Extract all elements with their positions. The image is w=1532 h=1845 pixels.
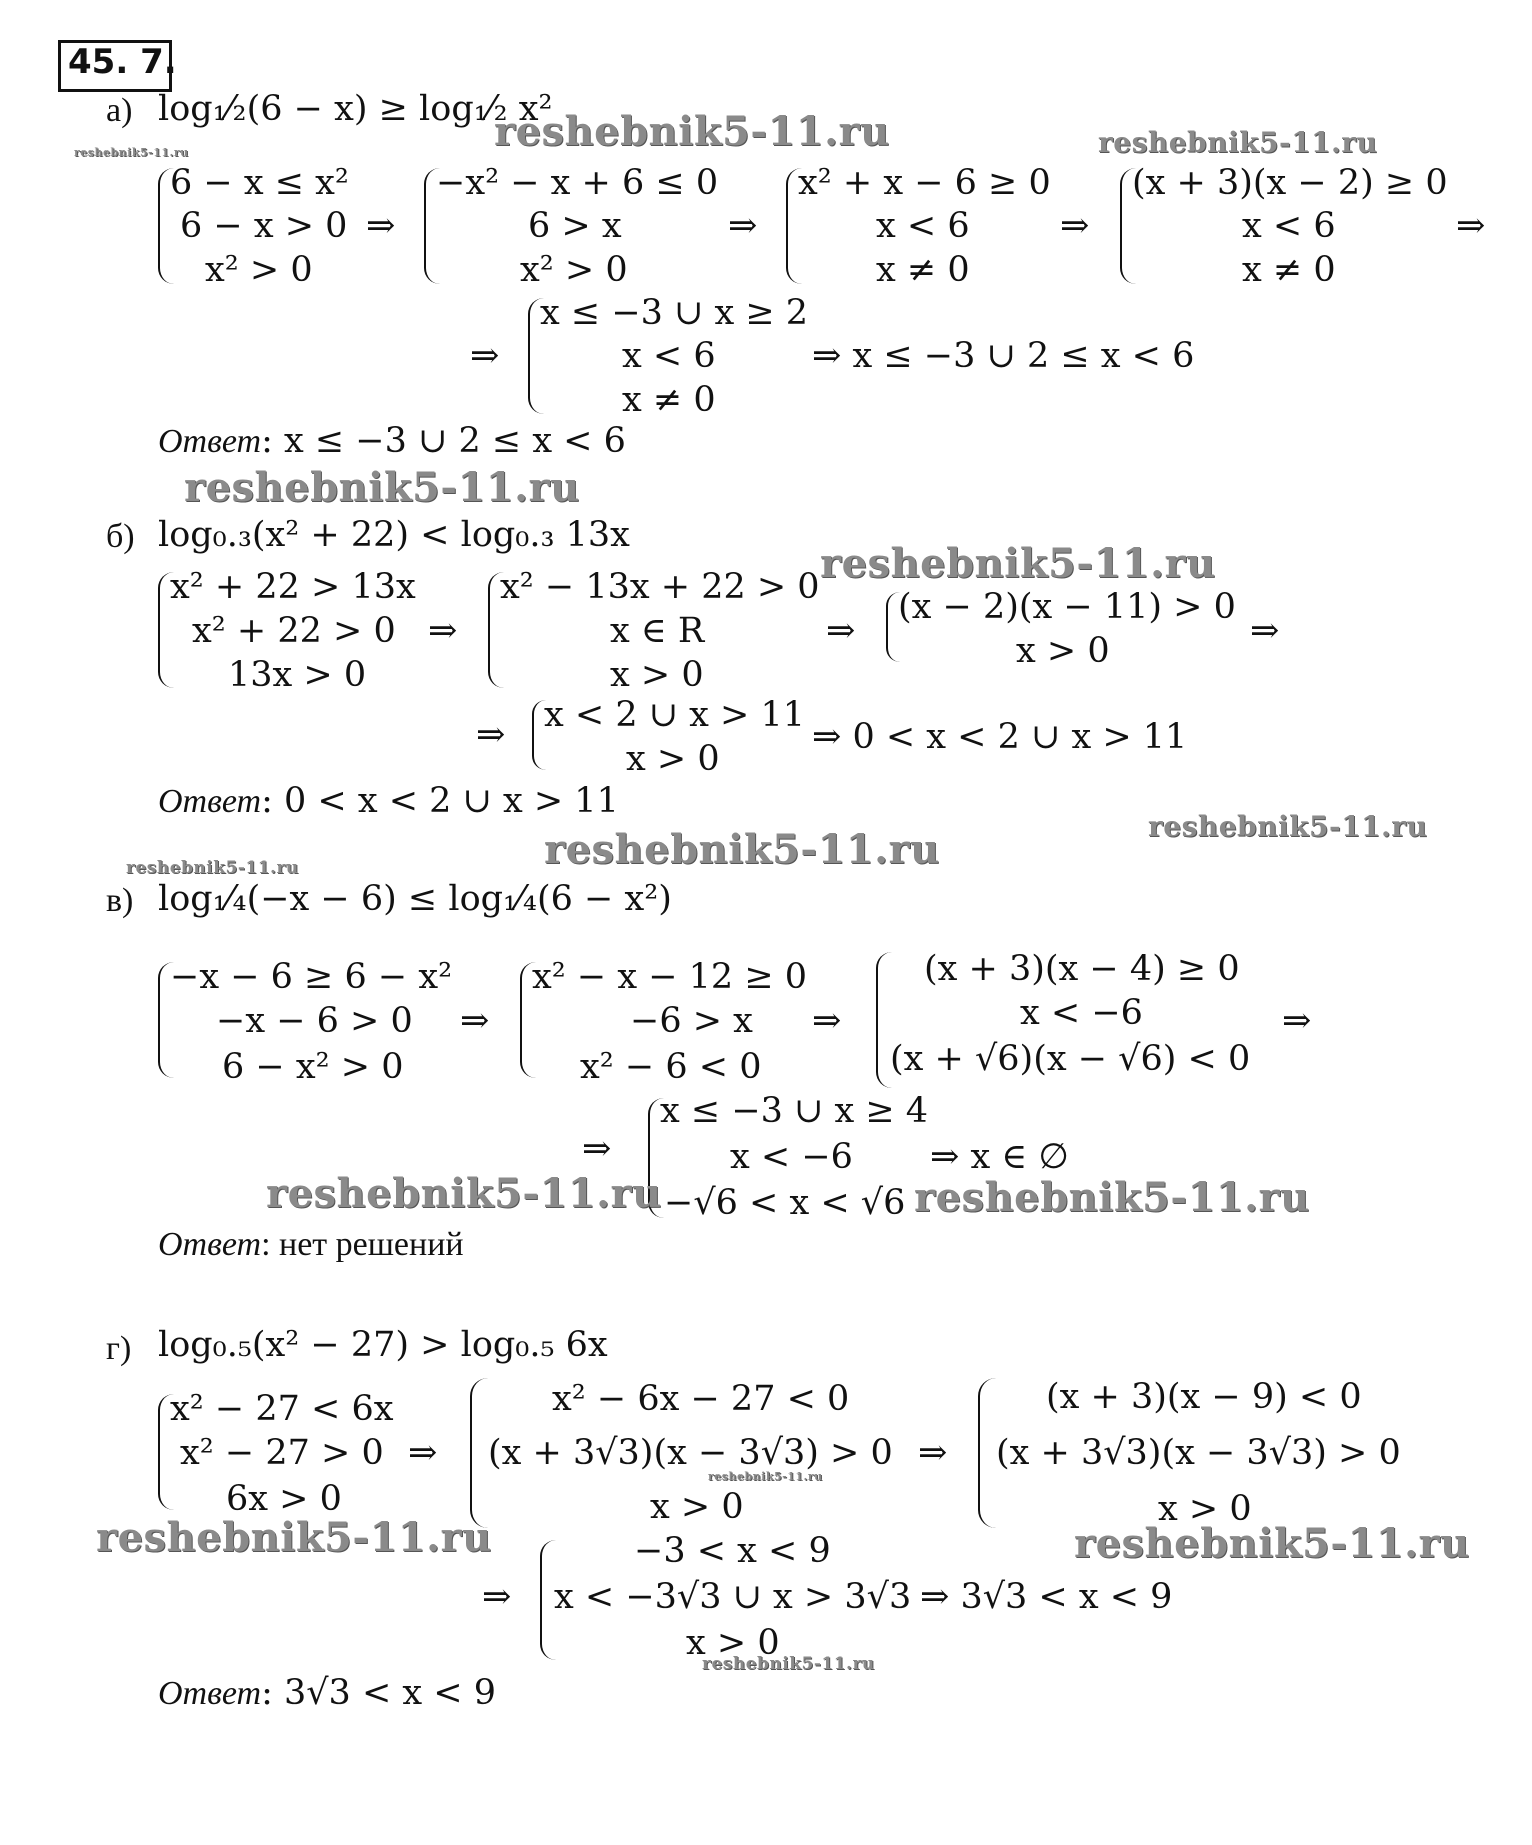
part-b-step3-line2: x > 0: [1016, 631, 1110, 671]
part-c-step4-line1: x ≤ −3 ∪ x ≥ 4: [660, 1091, 929, 1131]
part-b-arrow-1: ⇒: [428, 611, 458, 651]
part-c-step2-line2: −6 > x: [630, 1001, 753, 1041]
watermark: reshebnik5-11.ru: [914, 1174, 1310, 1221]
part-b-arrow-4: ⇒: [476, 715, 506, 755]
part-b-label: б): [106, 518, 135, 555]
part-c-step1-line3: 6 − x² > 0: [222, 1047, 404, 1087]
part-c-step1-line1: −x − 6 ≥ 6 − x²: [170, 957, 453, 997]
part-c-arrow-3: ⇒: [1282, 1001, 1312, 1041]
watermark: reshebnik5-11.ru: [708, 1470, 823, 1483]
part-a-arrow-1: ⇒: [366, 206, 396, 246]
watermark: reshebnik5-11.ru: [1148, 810, 1428, 843]
part-d-step1-line1: x² − 27 < 6x: [170, 1389, 394, 1429]
part-d-step4-line2: x < −3√3 ∪ x > 3√3: [554, 1577, 912, 1617]
part-d-statement: log₀.₅(x² − 27) > log₀.₅ 6x: [158, 1325, 608, 1365]
part-d-step2-line3: x > 0: [650, 1487, 744, 1527]
part-d-step4-line3: x > 0: [686, 1623, 780, 1663]
part-c-step4-line3: −√6 < x < √6: [664, 1183, 906, 1223]
part-a-result: ⇒ x ≤ −3 ∪ 2 ≤ x < 6: [812, 336, 1195, 376]
part-d-answer: [158, 1670, 496, 1716]
part-c-answer: [158, 1226, 464, 1264]
part-a-step5-line3: x ≠ 0: [622, 380, 716, 420]
part-d-step4-line1: −3 < x < 9: [634, 1531, 831, 1571]
part-d-step1-line2: x² − 27 > 0: [180, 1433, 384, 1473]
part-b-arrow-3: ⇒: [1250, 611, 1280, 651]
part-d-step2-line1: x² − 6x − 27 < 0: [552, 1379, 850, 1419]
part-b-statement: log₀.₃(x² + 22) < log₀.₃ 13x: [158, 515, 630, 555]
part-a-arrow-5: ⇒: [470, 336, 500, 376]
watermark: reshebnik5-11.ru: [702, 1654, 875, 1674]
part-c-arrow-4: ⇒: [582, 1129, 612, 1169]
part-d-arrow-1: ⇒: [408, 1433, 438, 1473]
part-b-answer: [158, 778, 619, 824]
part-a-step2-line1: −x² − x + 6 ≤ 0: [436, 163, 719, 203]
part-a-arrow-2: ⇒: [728, 206, 758, 246]
part-a-step2-line2: 6 > x: [528, 206, 622, 246]
part-d-arrow-2: ⇒: [918, 1433, 948, 1473]
part-d-step3-line1: (x + 3)(x − 9) < 0: [1046, 1377, 1362, 1417]
part-b-step1-line2: x² + 22 > 0: [192, 611, 396, 651]
part-a-step1-line1: 6 − x ≤ x²: [170, 163, 349, 203]
part-d-result: ⇒ 3√3 < x < 9: [920, 1577, 1173, 1617]
part-d-step2-line2: (x + 3√3)(x − 3√3) > 0: [488, 1433, 893, 1473]
part-a-step4-line3: x ≠ 0: [1242, 250, 1336, 290]
part-a-arrow-3: ⇒: [1060, 206, 1090, 246]
part-b-step2-line2: x ∈ R: [610, 611, 705, 651]
part-c-step1-line2: −x − 6 > 0: [216, 1001, 413, 1041]
watermark: reshebnik5-11.ru: [74, 146, 189, 159]
part-c-arrow-2: ⇒: [812, 1001, 842, 1041]
part-a-step1-line3: x² > 0: [205, 250, 313, 290]
answer-value: : 3√3 < x < 9: [261, 1673, 496, 1713]
part-d-step1-line3: 6x > 0: [226, 1479, 342, 1519]
part-b-step4-line2: x > 0: [626, 739, 720, 779]
part-a-answer: [158, 418, 626, 464]
watermark: reshebnik5-11.ru: [126, 858, 299, 878]
watermark: reshebnik5-11.ru: [96, 1514, 492, 1561]
part-c-statement: log₁⁄₄(−x − 6) ≤ log₁⁄₄(6 − x²): [158, 879, 672, 919]
answer-label: Ответ: [158, 423, 262, 460]
part-b-step2-line1: x² − 13x + 22 > 0: [500, 567, 820, 607]
part-b-result: ⇒ 0 < x < 2 ∪ x > 11: [812, 717, 1188, 757]
part-d-step3-line2: (x + 3√3)(x − 3√3) > 0: [996, 1433, 1401, 1473]
watermark: reshebnik5-11.ru: [494, 108, 890, 155]
answer-value: : x ≤ −3 ∪ 2 ≤ x < 6: [261, 421, 626, 461]
watermark: reshebnik5-11.ru: [266, 1170, 662, 1217]
part-d-arrow-3: ⇒: [482, 1577, 512, 1617]
answer-label: Ответ: [158, 783, 262, 820]
answer-value: : 0 < x < 2 ∪ x > 11: [261, 781, 619, 821]
part-a-arrow-4: ⇒: [1456, 206, 1486, 246]
part-c-step3-line1: (x + 3)(x − 4) ≥ 0: [924, 949, 1240, 989]
part-d-brace-3: [978, 1378, 996, 1528]
part-a-step4-line2: x < 6: [1242, 206, 1336, 246]
answer-value: : нет решений: [261, 1226, 464, 1263]
part-c-result: ⇒ x ∈ ∅: [930, 1137, 1069, 1177]
part-c-label: в): [106, 882, 134, 919]
part-a-step4-line1: (x + 3)(x − 2) ≥ 0: [1132, 163, 1448, 203]
part-c-step2-line1: x² − x − 12 ≥ 0: [532, 957, 808, 997]
watermark: reshebnik5-11.ru: [1074, 1520, 1470, 1567]
part-c-arrow-1: ⇒: [460, 1001, 490, 1041]
part-a-step3-line1: x² + x − 6 ≥ 0: [798, 163, 1051, 203]
part-b-arrow-2: ⇒: [826, 611, 856, 651]
part-c-step3-line3: (x + √6)(x − √6) < 0: [890, 1039, 1251, 1079]
part-b-step1-line1: x² + 22 > 13x: [170, 567, 416, 607]
part-a-label: а): [106, 92, 133, 129]
part-a-step1-line2: 6 − x > 0: [180, 206, 348, 246]
part-b-step2-line3: x > 0: [610, 655, 704, 695]
problem-number: 45. 7.: [68, 42, 177, 82]
part-d-label: г): [106, 1330, 132, 1367]
answer-label: Ответ: [158, 1226, 262, 1263]
part-a-step2-line3: x² > 0: [520, 250, 628, 290]
part-d-step3-line3: x > 0: [1158, 1489, 1252, 1529]
part-a-step3-line3: x ≠ 0: [876, 250, 970, 290]
part-a-step5-line2: x < 6: [622, 336, 716, 376]
answer-label: Ответ: [158, 1675, 262, 1712]
watermark: reshebnik5-11.ru: [1098, 126, 1378, 159]
part-b-step3-line1: (x − 2)(x − 11) > 0: [898, 587, 1236, 627]
part-a-statement: log₁⁄₂(6 − x) ≥ log₁⁄₂ x²: [158, 89, 553, 129]
part-c-step4-line2: x < −6: [730, 1137, 853, 1177]
part-b-step4-line1: x < 2 ∪ x > 11: [544, 695, 806, 735]
part-a-step3-line2: x < 6: [876, 206, 970, 246]
part-b-step1-line3: 13x > 0: [228, 655, 367, 695]
watermark: reshebnik5-11.ru: [184, 464, 580, 511]
part-c-step3-line2: x < −6: [1020, 993, 1143, 1033]
part-c-step2-line3: x² − 6 < 0: [580, 1047, 762, 1087]
watermark: reshebnik5-11.ru: [820, 540, 1216, 587]
watermark: reshebnik5-11.ru: [544, 826, 940, 873]
part-d-brace-2: [470, 1378, 488, 1528]
part-a-step5-line1: x ≤ −3 ∪ x ≥ 2: [540, 293, 809, 333]
